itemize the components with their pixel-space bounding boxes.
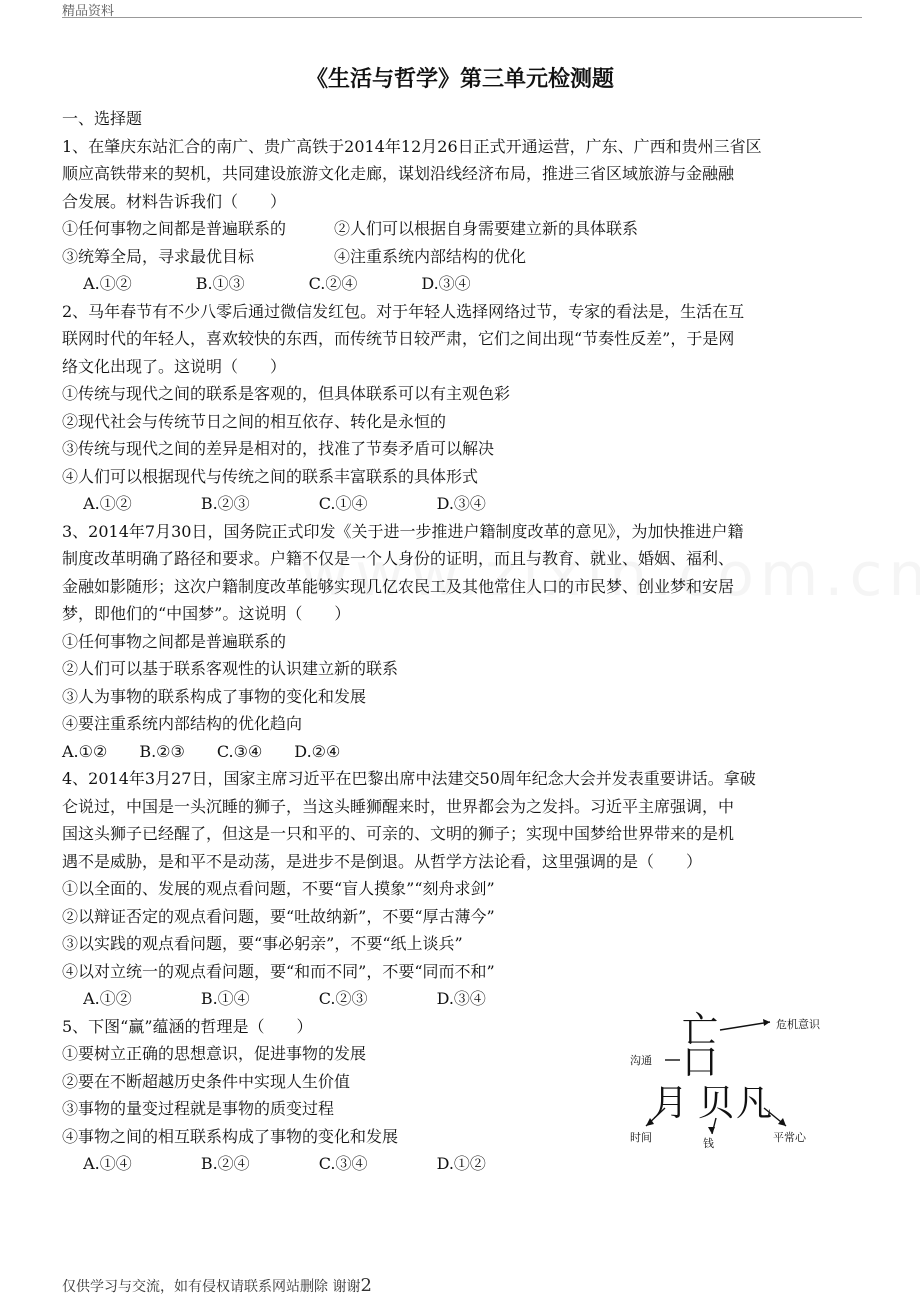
question-item: ④人们可以根据现代与传统之间的联系丰富联系的具体形式: [62, 466, 479, 486]
question-stem-line: 金融如影随形；这次户籍制度改革能够实现几亿农民工及其他常住人口的市民梦、创业梦和安居: [62, 576, 735, 596]
question-stem-line: 顺应高铁带来的契机，共同建设旅游文化走廊，谋划沿线经济布局，推进三省区域旅游与金融融: [62, 164, 735, 183]
section-heading: 一、选择题: [62, 109, 143, 128]
question-item: ①以全面的、发展的观点看问题，不要“盲人摸象”“刻舟求剑”: [62, 879, 495, 898]
question-stem-line: 4、2014年3月27日，国家主席习近平在巴黎出席中法建交50周年纪念大会并发表重要讲话。拿破: [62, 769, 756, 788]
question-4: [62, 765, 862, 1013]
question-stem-line: 仑说过，中国是一头沉睡的狮子，当这头睡狮醒来时，世界都会为之发抖。习近平主席强调，中: [62, 796, 735, 816]
question-stem-line: 2、马年春节有不少八零后通过微信发红包。对于年轻人选择网络过节，专家的看法是，生活在互: [62, 301, 745, 321]
question-stem-line: 联网时代的年轻人，喜欢较快的东西，而传统节日较严肃，它们之间出现“节奏性反差”，于是网: [62, 329, 735, 348]
ying-character-diagram: [620, 1008, 870, 1158]
answer-options: A.①② B.②③ C.③④ D.②④: [62, 741, 341, 761]
question-item: ②要在不断超越历史条件中实现人生价值: [62, 1071, 351, 1091]
diagram-part-center: 贝: [697, 1083, 735, 1124]
question-stem-line: 合发展。材料告诉我们（ ）: [62, 191, 287, 211]
question-stem-line: 络文化出现了。这说明（ ）: [62, 356, 287, 376]
question-item: ③人为事物的联系构成了事物的变化和发展: [62, 686, 367, 706]
question-2: [62, 298, 862, 518]
question-stem-line: 梦，即他们的“中国梦”。这说明（ ）: [62, 604, 351, 623]
question-item: ③传统与现代之间的差异是相对的，找准了节奏矛盾可以解决: [62, 439, 495, 458]
diagram-part-right: 凡: [735, 1083, 773, 1124]
header-label: 精品资料: [62, 4, 115, 19]
question-1: [62, 133, 862, 298]
question-item: ③以实践的观点看问题，要“事必躬亲”，不要“纸上谈兵”: [62, 934, 463, 953]
question-item: ③事物的量变过程就是事物的质变过程: [62, 1099, 335, 1118]
question-item: ③统筹全局，寻求最优目标 ④注重系统内部结构的优化: [62, 246, 527, 266]
question-item: ①任何事物之间都是普遍联系的 ②人们可以根据自身需要建立新的具体联系: [62, 219, 639, 238]
diagram-part-middle: 口: [681, 1042, 719, 1083]
diagram-label-crisis: 危机意识: [776, 1018, 820, 1031]
diagram-label-time: 时间: [630, 1131, 652, 1144]
question-item: ②人们可以基于联系客观性的认识建立新的联系: [62, 659, 399, 678]
question-item: ②现代社会与传统节日之间的相互依存、转化是永恒的: [62, 411, 447, 431]
diagram-part-left: 月: [651, 1083, 689, 1124]
question-5: [62, 1013, 617, 1178]
diagram-part-top: 亡: [681, 1010, 719, 1051]
question-stem-line: 3、2014年7月30日，国务院正式印发《关于进一步推进户籍制度改革的意见》，为加快推进户籍: [62, 521, 744, 541]
answer-options: A.①② B.②③ C.①④ D.③④: [62, 494, 486, 513]
diagram-label-communication: 沟通: [630, 1054, 652, 1067]
question-stem-line: 1、在肇庆东站汇合的南广、贵广高铁于2014年12月26日正式开通运营，广东、广西和贵州三省区: [62, 136, 762, 156]
question-item: ①任何事物之间都是普遍联系的: [62, 631, 287, 651]
question-stem-line: 制度改革明确了路径和要求。户籍不仅是一个人身份的证明，而且与教育、就业、婚姻、福利、: [62, 549, 735, 568]
footer-text: 仅供学习与交流，如有侵权请联系网站删除 谢谢: [62, 1279, 361, 1295]
question-stem-line: 遇不是威胁，是和平不是动荡，是进步不是倒退。从哲学方法论看，这里强调的是（ ）: [62, 851, 703, 871]
page-number: 2: [360, 1275, 372, 1296]
question-item: ②以辩证否定的观点看问题，要“吐故纳新”，不要“厚古薄今”: [62, 906, 495, 926]
diagram-label-money: 钱: [703, 1137, 714, 1150]
diagram-label-calm: 平常心: [773, 1131, 806, 1144]
question-3: [62, 518, 862, 766]
header-divider: [62, 17, 862, 18]
question-item: ④以对立统一的观点看问题，要“和而不同”，不要“同而不和”: [62, 961, 495, 981]
answer-options: A.①② B.①④ C.②③ D.③④: [62, 989, 486, 1008]
question-item: ④事物之间的相互联系构成了事物的变化和发展: [62, 1126, 399, 1146]
answer-options: A.①④ B.②④ C.③④ D.①②: [62, 1154, 486, 1173]
question-stem-line: 国这头狮子已经醒了，但这是一只和平的、可亲的、文明的狮子；实现中国梦给世界带来的是机: [62, 824, 735, 843]
question-item: ④要注重系统内部结构的优化趋向: [62, 714, 303, 733]
question-item: ①传统与现代之间的联系是客观的，但具体联系可以有主观色彩: [62, 384, 511, 403]
answer-options: A.①② B.①③ C.②④ D.③④: [62, 274, 471, 293]
diagram-arrow-crisis: [720, 1022, 770, 1030]
page-title: 《生活与哲学》第三单元检测题: [305, 67, 614, 92]
question-stem-line: 5、下图“赢”蕴涵的哲理是（ ）: [62, 1016, 313, 1036]
question-item: ①要树立正确的思想意识，促进事物的发展: [62, 1044, 367, 1063]
page-footer: [62, 1275, 372, 1296]
